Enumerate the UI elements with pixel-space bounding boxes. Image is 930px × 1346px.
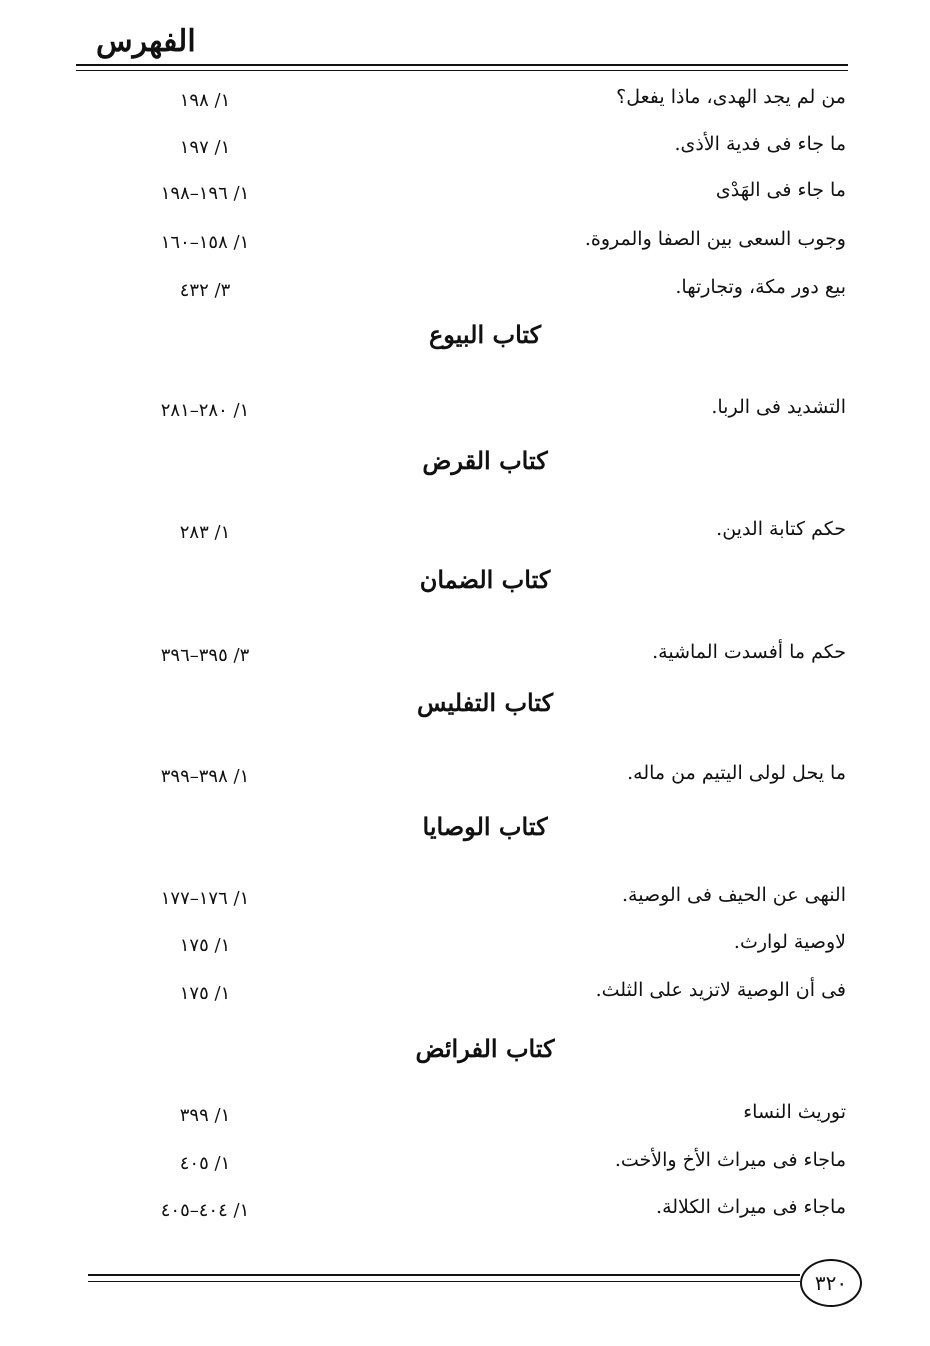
index-entry [0,396,930,430]
entry-ref: ١/ ٣٩٨–٣٩٩ [160,766,250,787]
entry-ref: ١/ ١٩٨ [179,90,231,111]
entry-ref: ١/ ١٧٦–١٧٧ [160,888,250,909]
index-entry [0,931,930,965]
entry-title: لاوصية لوارث. [733,931,846,953]
entry-ref: ٣/ ٣٩٥–٣٩٦ [160,645,250,666]
entry-title: ماجاء فى ميراث الكلالة. [656,1196,846,1218]
index-entry [0,1149,930,1183]
entry-title: النهى عن الحيف فى الوصية. [622,884,846,906]
header-rule-thin [76,70,848,71]
entry-ref: ١/ ٤٠٥ [179,1153,231,1174]
entry-ref: ١/ ٢٨٠–٢٨١ [160,400,250,421]
entry-title: ما يحل لولى اليتيم من ماله. [627,762,846,784]
running-head: الفهرس [96,24,196,59]
section-heading: كتاب القرض [422,446,548,475]
index-entry [0,133,930,167]
section-heading: كتاب التفليس [416,688,554,717]
entry-title: وجوب السعى بين الصفا والمروة. [584,228,846,250]
entry-title: ما جاء فى الهَدْى [715,179,846,201]
section-heading: كتاب البيوع [428,320,542,349]
page-number: ٣٢٠ [800,1259,862,1307]
entry-title: حكم كتابة الدين. [716,518,846,540]
index-entry [0,1101,930,1135]
index-entry [0,228,930,262]
header-rule-thick [76,64,848,66]
index-entry [0,276,930,310]
entry-title: التشديد فى الربا. [711,396,846,418]
footer-rule-thin [88,1281,800,1282]
entry-title: بيع دور مكة، وتجارتها. [675,276,846,298]
section-heading: كتاب الضمان [419,565,551,594]
entry-ref: ١/ ١٥٨–١٦٠ [160,232,250,253]
entry-ref: ١/ ٣٩٩ [179,1105,231,1126]
index-entry [0,518,930,552]
section-heading: كتاب الوصايا [422,812,548,841]
entry-title: ما جاء فى فدية الأذى. [674,133,846,155]
entry-title: ماجاء فى ميراث الأخ والأخت. [614,1149,846,1171]
index-entry [0,179,930,213]
entry-ref: ١/ ٤٠٤–٤٠٥ [160,1200,250,1221]
index-entry [0,762,930,796]
entry-ref: ١/ ١٩٧ [179,137,231,158]
entry-title: من لم يجد الهدى، ماذا يفعل؟ [616,86,846,108]
entry-ref: ١/ ١٧٥ [179,983,231,1004]
footer-rule-thick [88,1274,800,1276]
entry-title: حكم ما أفسدت الماشية. [652,641,846,663]
entry-title: توريث النساء [743,1101,846,1123]
index-entry [0,884,930,918]
entry-ref: ١/ ٢٨٣ [179,522,231,543]
index-entry [0,1196,930,1230]
entry-title: فى أن الوصية لاتزيد على الثلث. [595,979,846,1001]
index-entry [0,86,930,120]
entry-ref: ١/ ١٩٦–١٩٨ [160,183,250,204]
section-heading: كتاب الفرائض [415,1034,555,1063]
entry-ref: ٣/ ٤٣٢ [179,280,231,301]
index-entry [0,641,930,675]
index-entry [0,979,930,1013]
entry-ref: ١/ ١٧٥ [179,935,231,956]
